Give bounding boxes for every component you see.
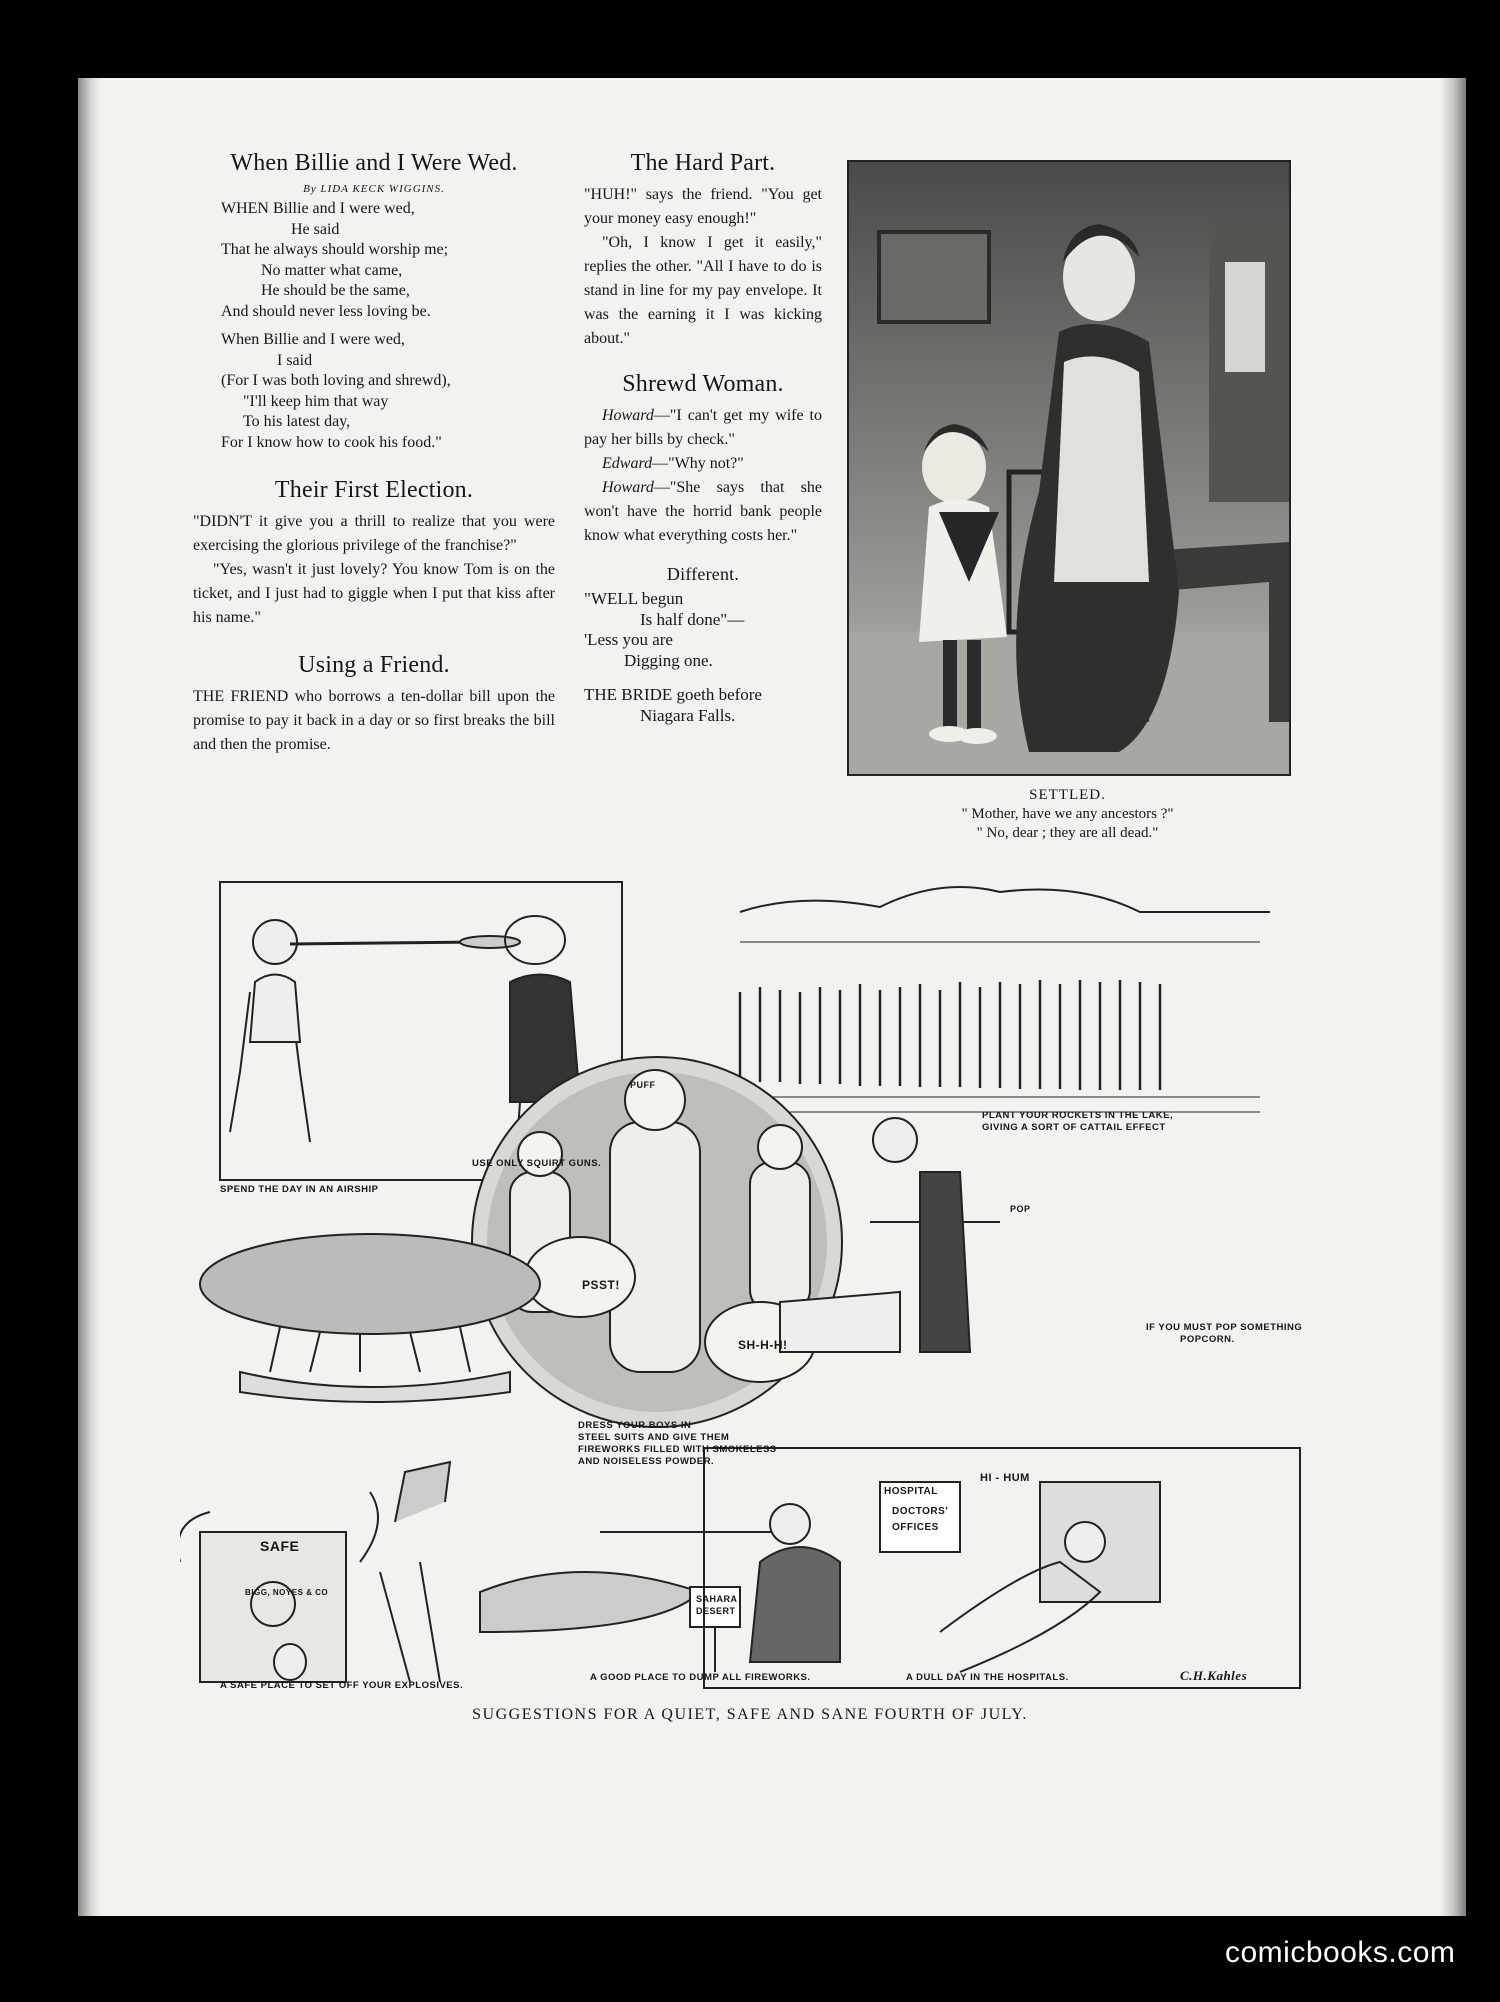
poem-line: THE BRIDE goeth before: [584, 685, 762, 704]
hospital-sign-2: DOCTORS': [892, 1506, 949, 1517]
dialogue: —"Why not?": [652, 455, 744, 472]
poem-billie-stanza2: [221, 330, 555, 453]
psst-text: PSST!: [582, 1278, 620, 1292]
cartoon-drawing: [180, 872, 1320, 1704]
ho-hum-text: HI - HUM: [980, 1472, 1030, 1484]
poem-line: Is half done"—: [640, 609, 745, 629]
article-title-election: Their First Election.: [274, 477, 474, 503]
shrewd-line-2: [584, 452, 822, 476]
poem-line: To his latest day,: [243, 413, 351, 430]
page-edge-shadow: [1440, 78, 1466, 1916]
page-spine-shadow: [78, 78, 100, 1916]
caption-boys-3: FIREWORKS FILLED WITH SMOKELESS: [578, 1444, 777, 1455]
article-title-different: Different.: [666, 564, 740, 584]
caption-dump-fireworks: A GOOD PLACE TO DUMP ALL FIREWORKS.: [590, 1672, 811, 1683]
fourth-of-july-cartoon: [180, 872, 1320, 1704]
poem-line: 'Less you are: [584, 630, 673, 649]
poem-line: "I'll keep him that way: [243, 392, 389, 410]
safe-maker-label: BIGG, NOYES & CO: [245, 1588, 329, 1597]
article-title-friend: Using a Friend.: [298, 652, 450, 678]
cartoon-title: SUGGESTIONS FOR A QUIET, SAFE AND SANE FOURTH OF JULY.: [472, 1706, 1028, 1723]
artist-signature: C.H.Kahles: [1180, 1668, 1248, 1683]
poem-line: No matter what came,: [261, 261, 403, 279]
caption-popcorn-2: POPCORN.: [1180, 1334, 1235, 1345]
mother-daughter-drawing: [849, 162, 1289, 774]
poem-line: (For I was both loving and shrewd),: [221, 372, 451, 389]
shrewd-line-1: [584, 404, 822, 452]
poem-line: For I know how to cook his food.": [221, 433, 442, 451]
illustration-caption: [820, 786, 1315, 843]
speaker-name: Howard: [602, 407, 654, 424]
article-title-shrewd: Shrewd Woman.: [622, 371, 784, 397]
poem-line: Digging one.: [624, 650, 713, 670]
caption-boys-1: DRESS YOUR BOYS IN: [578, 1420, 692, 1431]
caption-line: " No, dear ; they are all dead.": [976, 825, 1159, 841]
caption-title: SETTLED.: [1029, 787, 1106, 803]
caption-line: " Mother, have we any ancestors ?": [961, 806, 1174, 822]
poem-line: That he always should worship me;: [221, 241, 449, 258]
poem-line: He should be the same,: [261, 282, 410, 299]
poem-billie-stanza1: [221, 199, 555, 322]
poem-different: [584, 589, 822, 671]
caption-boys-2: STEEL SUITS AND GIVE THEM: [578, 1432, 730, 1443]
pop-text: POP: [1010, 1204, 1031, 1214]
hospital-sign-3: OFFICES: [892, 1522, 939, 1533]
shhh-text: SH-H-H!: [738, 1338, 788, 1352]
safe-sign: SAFE: [260, 1538, 300, 1554]
sahara-sign-2: DESERT: [696, 1606, 736, 1616]
site-watermark: comicbooks.com: [1225, 1936, 1456, 1969]
column-left: [193, 150, 555, 757]
byline: By LIDA KECK WIGGINS.: [303, 183, 445, 195]
poem-line: "WELL begun: [584, 589, 684, 608]
election-paragraph-2: "Yes, wasn't it just lovely? You know Tom is on the ticket, and I just had to giggle when I put that kiss after his name.": [193, 561, 555, 626]
poem-line: I said: [277, 351, 313, 369]
dialogue: —"She says that she won't have the horrid bank people know what everything costs her.": [584, 479, 822, 544]
caption-boys-4: AND NOISELESS POWDER.: [578, 1456, 715, 1467]
hard-part-paragraph-2: "Oh, I know I get it easily," replies the other. "All I have to do is stand in line for my pay envelope. It was the earning it I was kicking about.": [584, 234, 822, 347]
bride-quip: [584, 685, 822, 726]
caption-rockets-1: PLANT YOUR ROCKETS IN THE LAKE,: [982, 1110, 1174, 1121]
poem-line: And should never less loving be.: [221, 302, 431, 320]
shrewd-line-3: [584, 476, 822, 548]
column-middle: [584, 150, 822, 726]
puff-text: PUFF: [630, 1080, 656, 1090]
election-paragraph-1: "DIDN'T it give you a thrill to realize that you were exercising the glorious privilege of the franchise?": [193, 513, 555, 554]
article-title-hard-part: The Hard Part.: [630, 150, 776, 176]
settled-illustration: [847, 160, 1291, 776]
caption-safe-place: A SAFE PLACE TO SET OFF YOUR EXPLOSIVES.: [220, 1680, 464, 1691]
sahara-sign-1: SAHARA: [696, 1594, 738, 1604]
caption-squirt-guns: USE ONLY SQUIRT GUNS.: [472, 1158, 602, 1169]
speaker-name: Edward: [602, 455, 653, 472]
poem-line: He said: [291, 220, 340, 238]
hospital-sign-1: HOSPITAL: [884, 1486, 938, 1497]
speaker-name: Howard: [602, 479, 654, 496]
article-title-billie: When Billie and I Were Wed.: [230, 150, 518, 176]
caption-airship: SPEND THE DAY IN AN AIRSHIP: [220, 1184, 379, 1195]
caption-popcorn-1: IF YOU MUST POP SOMETHING: [1146, 1322, 1303, 1333]
dialogue: —"I can't get my wife to pay her bills by check.": [584, 407, 822, 448]
poem-line: Niagara Falls.: [640, 705, 736, 725]
caption-hospitals: A DULL DAY IN THE HOSPITALS.: [906, 1672, 1069, 1683]
friend-paragraph: THE FRIEND who borrows a ten-dollar bill upon the promise to pay it back in a day or so first breaks the bill and then the promise.: [193, 688, 555, 753]
poem-line: When Billie and I were wed,: [221, 331, 405, 348]
poem-line: WHEN Billie and I were wed,: [221, 200, 415, 217]
hard-part-paragraph-1: "HUH!" says the friend. "You get your money easy enough!": [584, 186, 822, 227]
caption-rockets-2: GIVING A SORT OF CATTAIL EFFECT: [982, 1122, 1166, 1133]
